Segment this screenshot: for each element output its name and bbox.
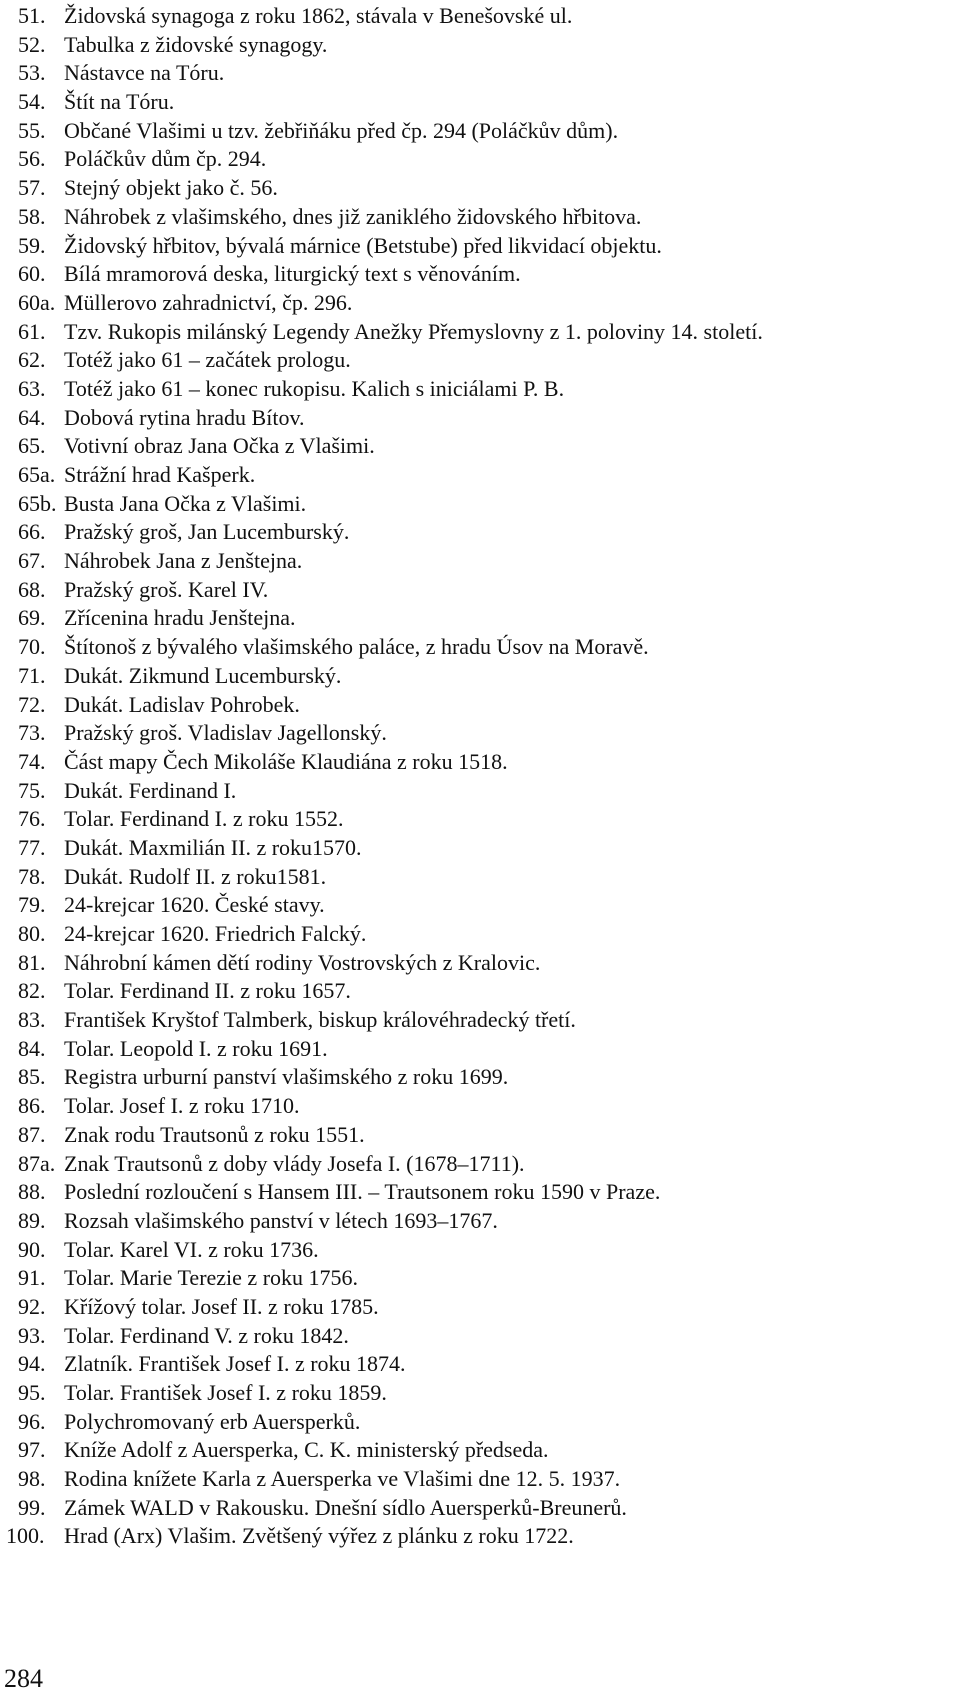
caption-number: 87a.: [18, 1150, 56, 1176]
caption-item: [0, 232, 960, 261]
page-number: 284: [4, 1664, 43, 1693]
caption-number: 65b.: [18, 490, 57, 516]
caption-text: Štítonoš z bývalého vlašimského paláce, z hradu Úsov na Moravě.: [64, 634, 649, 660]
caption-item: [0, 461, 960, 490]
caption-text: Dobová rytina hradu Bítov.: [64, 404, 305, 430]
caption-number: 71.: [18, 662, 46, 688]
caption-item: [0, 1408, 960, 1437]
caption-item: [0, 1264, 960, 1293]
caption-text: Náhrobek Jana z Jenštejna.: [64, 548, 303, 574]
caption-text: Křížový tolar. Josef II. z roku 1785.: [64, 1293, 379, 1319]
caption-item: [0, 346, 960, 375]
caption-number: 82.: [18, 978, 46, 1004]
caption-item: [0, 59, 960, 88]
caption-number: 88.: [18, 1179, 46, 1205]
caption-number: 58.: [18, 203, 46, 229]
caption-number: 74.: [18, 748, 46, 774]
caption-text: Votivní obraz Jana Očka z Vlašimi.: [64, 433, 375, 459]
caption-text: 24-krejcar 1620. České stavy.: [64, 892, 325, 918]
caption-text: Znak rodu Trautsonů z roku 1551.: [64, 1121, 365, 1147]
caption-number: 62.: [18, 347, 46, 373]
caption-item: [0, 891, 960, 920]
caption-text: Rozsah vlašimského panství v létech 1693–1767.: [64, 1207, 498, 1233]
caption-text: Náhrobní kámen dětí rodiny Vostrovských z Kralovic.: [64, 949, 541, 975]
caption-number: 59.: [18, 232, 46, 258]
caption-number: 87.: [18, 1121, 46, 1147]
caption-text: Busta Jana Očka z Vlašimi.: [64, 490, 307, 516]
caption-text: Dukát. Zikmund Lucemburský.: [64, 662, 342, 688]
caption-text: Zámek WALD v Rakousku. Dnešní sídlo Auersperků-Breunerů.: [64, 1494, 627, 1520]
caption-number: 81.: [18, 949, 46, 975]
caption-number: 92.: [18, 1293, 46, 1319]
caption-item: [0, 777, 960, 806]
caption-number: 64.: [18, 404, 46, 430]
caption-item: [0, 977, 960, 1006]
caption-text: 24-krejcar 1620. Friedrich Falcký.: [64, 921, 367, 946]
caption-item: [0, 1379, 960, 1408]
caption-text: Tolar. František Josef I. z roku 1859.: [64, 1380, 387, 1405]
caption-number: 100.: [6, 1523, 45, 1549]
caption-number: 78.: [18, 863, 46, 889]
caption-number: 66.: [18, 519, 46, 545]
caption-number: 68.: [18, 576, 46, 602]
caption-text: Tzv. Rukopis milánský Legendy Anežky Přemyslovny z 1. poloviny 14. století.: [64, 318, 763, 344]
caption-text: Židovský hřbitov, bývalá márnice (Betstube) před likvidací objektu.: [64, 232, 662, 258]
caption-item: [0, 1322, 960, 1351]
caption-item: [0, 949, 960, 978]
caption-number: 69.: [18, 605, 46, 631]
caption-number: 85.: [18, 1064, 46, 1090]
caption-item: [0, 117, 960, 146]
caption-number: 89.: [18, 1207, 46, 1233]
caption-number: 63.: [18, 375, 46, 401]
caption-item: [0, 576, 960, 605]
caption-number: 77.: [18, 834, 46, 860]
caption-item: [0, 805, 960, 834]
caption-text: Židovská synagoga z roku 1862, stávala v Benešovské ul.: [64, 3, 573, 28]
caption-number: 79.: [18, 892, 46, 918]
caption-number: 65.: [18, 433, 46, 459]
caption-item: [0, 1006, 960, 1035]
caption-item: [0, 662, 960, 691]
caption-text: Část mapy Čech Mikoláše Klaudiána z roku 1518.: [64, 748, 508, 774]
caption-number: 90.: [18, 1236, 46, 1262]
caption-number: 91.: [18, 1265, 46, 1291]
caption-number: 98.: [18, 1466, 46, 1492]
caption-item: [0, 404, 960, 433]
caption-number: 55.: [18, 117, 46, 143]
caption-text: Müllerovo zahradnictví, čp. 296.: [64, 289, 353, 315]
caption-item: [0, 375, 960, 404]
caption-text: Totéž jako 61 – konec rukopisu. Kalich s iniciálami P. B.: [64, 375, 565, 401]
caption-text: Bílá mramorová deska, liturgický text s věnováním.: [64, 261, 521, 287]
caption-text: Tolar. Ferdinand II. z roku 1657.: [64, 978, 351, 1004]
caption-number: 65a.: [18, 462, 56, 487]
caption-item: [0, 1092, 960, 1121]
caption-item: [0, 31, 960, 60]
caption-item: [0, 518, 960, 547]
caption-number: 86.: [18, 1093, 46, 1119]
caption-item: [0, 691, 960, 720]
caption-item: [0, 432, 960, 461]
caption-number: 93.: [18, 1322, 46, 1348]
caption-item: [0, 1293, 960, 1322]
caption-number: 76.: [18, 806, 46, 832]
caption-item: [0, 1121, 960, 1150]
caption-item: [0, 1178, 960, 1207]
caption-text: Polychromovaný erb Auersperků.: [64, 1408, 361, 1434]
caption-number: 95.: [18, 1380, 46, 1405]
caption-text: Občané Vlašimi u tzv. žebřiňáku před čp. 294 (Poláčkův dům).: [64, 117, 619, 143]
caption-text: Stejný objekt jako č. 56.: [64, 175, 278, 201]
caption-number: 73.: [18, 720, 46, 746]
caption-text: Registra urburní panství vlašimského z roku 1699.: [64, 1064, 509, 1090]
caption-text: Náhrobek z vlašimského, dnes již zaniklého židovského hřbitova.: [64, 203, 642, 229]
caption-number: 67.: [18, 548, 46, 574]
caption-list: [0, 2, 960, 1551]
caption-text: Tolar. Josef I. z roku 1710.: [64, 1093, 300, 1119]
caption-item: [0, 1207, 960, 1236]
caption-item: [0, 174, 960, 203]
caption-text: František Kryštof Talmberk, biskup královéhradecký třetí.: [64, 1007, 576, 1033]
caption-item: [0, 1522, 960, 1551]
caption-item: [0, 1465, 960, 1494]
caption-text: Totéž jako 61 – začátek prologu.: [64, 347, 351, 373]
caption-text: Znak Trautsonů z doby vlády Josefa I. (1678–1711).: [64, 1150, 525, 1176]
caption-item: [0, 318, 960, 347]
caption-number: 60a.: [18, 289, 56, 315]
caption-number: 60.: [18, 261, 46, 287]
caption-text: Zlatník. František Josef I. z roku 1874.: [64, 1351, 406, 1377]
caption-item: [0, 289, 960, 318]
caption-number: 61.: [18, 318, 46, 344]
caption-text: Poláčkův dům čp. 294.: [64, 146, 267, 172]
caption-number: 96.: [18, 1408, 46, 1434]
caption-item: [0, 920, 960, 949]
caption-text: Strážní hrad Kašperk.: [64, 462, 256, 487]
caption-number: 56.: [18, 146, 46, 172]
caption-number: 70.: [18, 634, 46, 660]
caption-number: 54.: [18, 89, 46, 115]
caption-text: Tolar. Leopold I. z roku 1691.: [64, 1035, 328, 1061]
caption-item: [0, 2, 960, 31]
caption-text: Tolar. Ferdinand I. z roku 1552.: [64, 806, 344, 832]
caption-item: [0, 1494, 960, 1523]
caption-number: 75.: [18, 777, 46, 803]
caption-text: Tabulka z židovské synagogy.: [64, 31, 328, 57]
caption-number: 72.: [18, 691, 46, 717]
caption-text: Poslední rozloučení s Hansem III. – Trautsonem roku 1590 v Praze.: [64, 1179, 661, 1205]
caption-number: 57.: [18, 175, 46, 201]
caption-text: Tolar. Karel VI. z roku 1736.: [64, 1236, 319, 1262]
caption-number: 80.: [18, 921, 46, 946]
caption-item: [0, 547, 960, 576]
caption-item: [0, 863, 960, 892]
caption-text: Dukát. Ladislav Pohrobek.: [64, 691, 300, 717]
caption-item: [0, 260, 960, 289]
caption-item: [0, 1236, 960, 1265]
caption-number: 97.: [18, 1437, 46, 1463]
caption-text: Pražský groš. Karel IV.: [64, 576, 269, 602]
caption-number: 53.: [18, 60, 46, 86]
caption-text: Hrad (Arx) Vlašim. Zvětšený výřez z plánku z roku 1722.: [64, 1523, 574, 1549]
caption-text: Nástavce na Tóru.: [64, 60, 225, 86]
caption-item: [0, 719, 960, 748]
caption-text: Dukát. Maxmilián II. z roku1570.: [64, 834, 362, 860]
caption-text: Dukát. Ferdinand I.: [64, 777, 237, 803]
caption-item: [0, 604, 960, 633]
caption-text: Zřícenina hradu Jenštejna.: [64, 605, 296, 631]
caption-item: [0, 834, 960, 863]
caption-number: 94.: [18, 1351, 46, 1377]
caption-number: 83.: [18, 1007, 46, 1033]
caption-item: [0, 1350, 960, 1379]
caption-item: [0, 1150, 960, 1179]
caption-text: Rodina knížete Karla z Auersperka ve Vlašimi dne 12. 5. 1937.: [64, 1466, 621, 1492]
caption-number: 51.: [18, 3, 46, 28]
caption-number: 99.: [18, 1494, 46, 1520]
caption-number: 52.: [18, 31, 46, 57]
caption-item: [0, 203, 960, 232]
caption-text: Kníže Adolf z Auersperka, C. K. ministerský předseda.: [64, 1437, 549, 1463]
caption-item: [0, 748, 960, 777]
caption-item: [0, 1063, 960, 1092]
caption-item: [0, 633, 960, 662]
caption-item: [0, 490, 960, 519]
caption-item: [0, 1035, 960, 1064]
caption-number: 84.: [18, 1035, 46, 1061]
caption-item: [0, 88, 960, 117]
caption-text: Dukát. Rudolf II. z roku1581.: [64, 863, 327, 889]
caption-item: [0, 145, 960, 174]
caption-item: [0, 1436, 960, 1465]
caption-text: Tolar. Ferdinand V. z roku 1842.: [64, 1322, 349, 1348]
caption-text: Pražský groš. Vladislav Jagellonský.: [64, 720, 387, 746]
caption-text: Tolar. Marie Terezie z roku 1756.: [64, 1265, 359, 1291]
caption-text: Štít na Tóru.: [64, 89, 175, 115]
caption-text: Pražský groš, Jan Lucemburský.: [64, 519, 350, 545]
